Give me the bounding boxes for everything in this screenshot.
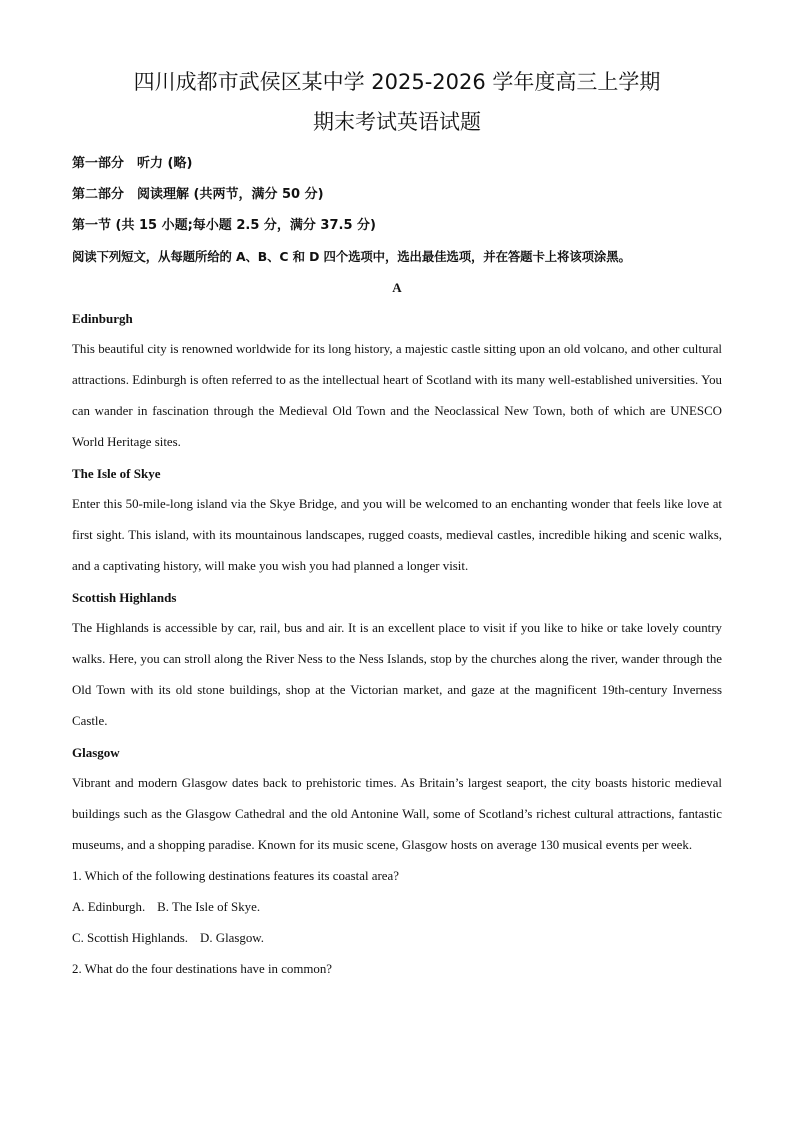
- exam-page: [72, 66, 722, 985]
- destination-heading: Edinburgh: [72, 311, 133, 326]
- option-b: B. The Isle of Skye.: [157, 900, 261, 914]
- option-a: A. Edinburgh.: [72, 900, 146, 914]
- destination-paragraph: This beautiful city is renowned worldwide for its long history, a majestic castle sitting upon an old volcano, and other cultural attractions. Edinburgh is often referred to as the intellectual heart of Scotland with its many well-established universities. You can wander in fascination through the Medieval Old Town and the Neoclassical New Town, both of which are UNESCO World Heritage sites.: [72, 342, 722, 449]
- section-1-label: 第一节 (共 15 小题;每小题 2.5 分，满分 37.5 分): [72, 218, 376, 233]
- destination-paragraph: The Highlands is accessible by car, rail, bus and air. It is an excellent place to visit if you like to hike or take lovely country walks. Here, you can stroll along the River Ness to the Ness Islands, stop by the churches along the river, wander through the Old Town with its old stone buildings, shop at the Victorian market, and gaze at the magnificent 19th-century Inverness Castle.: [72, 621, 722, 728]
- part-2-label: 第二部分 阅读理解 (共两节，满分 50 分): [72, 187, 324, 202]
- destination-scottish-highlands: [72, 582, 722, 737]
- destination-isle-of-skye: [72, 458, 722, 582]
- option-c: C. Scottish Highlands.: [72, 931, 189, 945]
- destination-heading: Scottish Highlands: [72, 590, 177, 605]
- question-options-row-2: [72, 923, 722, 954]
- question-1: [72, 861, 722, 954]
- exam-title-line-1: 四川成都市武侯区某中学 2025-2026 学年度高三上学期: [133, 70, 661, 94]
- destination-glasgow: [72, 737, 722, 861]
- destination-paragraph: Vibrant and modern Glasgow dates back to prehistoric times. As Britain’s largest seaport, the city boasts historic medieval buildings such as the Glasgow Cathedral and the old Antonine Wall, some of Scotland’s richest cultural attractions, fantastic museums, and a shopping paradise. Known for its music scene, Glasgow hosts on average 130 musical events per week.: [72, 776, 722, 852]
- destination-edinburgh: [72, 303, 722, 458]
- question-2: [72, 954, 722, 985]
- destination-heading: Glasgow: [72, 745, 120, 760]
- option-d: D. Glasgow.: [200, 931, 264, 945]
- part-1-label: 第一部分 听力 (略): [72, 156, 193, 171]
- destination-heading: The Isle of Skye: [72, 466, 161, 481]
- reading-instruction: 阅读下列短文，从每题所给的 A、B、C 和 D 四个选项中，选出最佳选项，并在答题卡上将该项涂黑。: [72, 249, 631, 264]
- destination-paragraph: Enter this 50-mile-long island via the Skye Bridge, and you will be welcomed to an enchanting wonder that feels like love at first sight. This island, with its mountainous landscapes, rugged coasts, medieval castles, incredible hiking and scenic walks, and a captivating history, will make you wish you had planned a longer visit.: [72, 497, 722, 573]
- passage-letter: A: [392, 280, 402, 295]
- question-stem: 2. What do the four destinations have in common?: [72, 962, 333, 976]
- question-stem: 1. Which of the following destinations features its coastal area?: [72, 869, 399, 883]
- question-options-row-1: [72, 892, 722, 923]
- exam-title-line-2: 期末考试英语试题: [313, 110, 481, 134]
